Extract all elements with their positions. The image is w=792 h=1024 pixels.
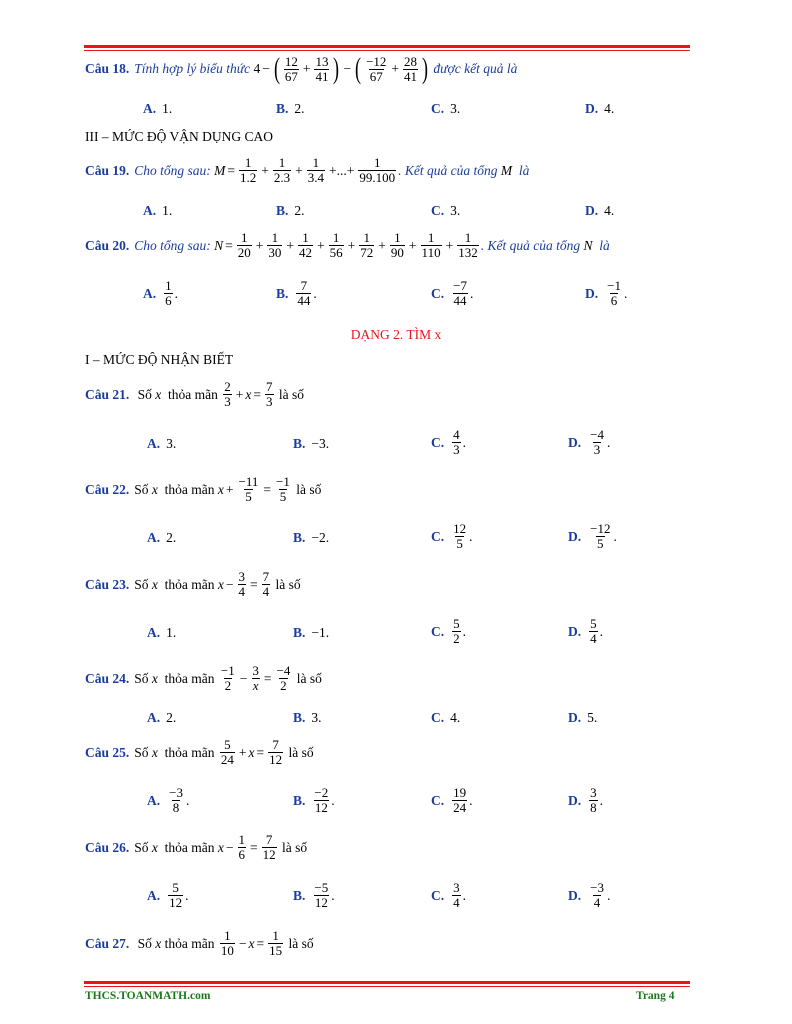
bottom-rule-thin bbox=[84, 986, 690, 987]
top-rule bbox=[84, 45, 690, 48]
q24-option-b[interactable]: B. 3. bbox=[293, 710, 322, 725]
q25-option-d[interactable]: D. $\frac{3}{8}$ . bbox=[568, 785, 603, 815]
q20-option-d[interactable]: D. $\frac{-1}{6}$ . bbox=[585, 278, 628, 308]
q23-option-b[interactable]: B. −1. bbox=[293, 625, 330, 640]
question-20: Câu 20. Cho tổng sau: N = $\frac{1}{20}$ + $\frac{1}{30}$ + $\frac{1}{42}$ + $\frac{1}{56}$ + $\frac{1}{72}$ + $\frac{1}{90}$ + $\frac{1}{110}$ + $\frac{1}{132}$ . Kết quả của tổng N là bbox=[85, 230, 610, 260]
q21-option-c[interactable]: C. $\frac{4}{3}$ . bbox=[431, 427, 466, 457]
footer-site[interactable]: THCS.TOANMATH.com bbox=[85, 990, 211, 1002]
q20-option-c[interactable]: C. $\frac{-7}{44}$ . bbox=[431, 278, 474, 308]
q24-option-d[interactable]: D. 5. bbox=[568, 710, 598, 725]
q18-option-d[interactable]: D. 4. bbox=[585, 101, 615, 116]
q19-option-b[interactable]: B. 2. bbox=[276, 203, 305, 218]
question-26: Câu 26. Số x thỏa mãn x − $\frac{1}{6}$ = $\frac{7}{12}$ là số bbox=[85, 832, 308, 862]
q20-option-b[interactable]: B. $\frac{7}{44}$ . bbox=[276, 278, 317, 308]
q25-option-b[interactable]: B. $\frac{-2}{12}$ . bbox=[293, 785, 335, 815]
q20-option-a[interactable]: A. $\frac{1}{6}$ . bbox=[143, 278, 178, 308]
q23-option-d[interactable]: D. $\frac{5}{4}$ . bbox=[568, 616, 603, 646]
q21-option-b[interactable]: B. −3. bbox=[293, 436, 330, 451]
section-nhan-biet: I – MỨC ĐỘ NHẬN BIẾT bbox=[85, 352, 234, 367]
q26-option-a[interactable]: A. $\frac{5}{12}$ . bbox=[147, 880, 189, 910]
q18-option-b[interactable]: B. 2. bbox=[276, 101, 305, 116]
q19-option-a[interactable]: A. 1. bbox=[143, 203, 173, 218]
q22-option-a[interactable]: A. 2. bbox=[147, 530, 177, 545]
q26-option-c[interactable]: C. $\frac{3}{4}$ . bbox=[431, 880, 466, 910]
q22-option-d[interactable]: D. $\frac{-12}{5}$ . bbox=[568, 521, 617, 551]
bottom-rule bbox=[84, 981, 690, 984]
question-25: Câu 25. Số x thỏa mãn $\frac{5}{24}$ + x = $\frac{7}{12}$ là số bbox=[85, 737, 314, 767]
q19-option-d[interactable]: D. 4. bbox=[585, 203, 615, 218]
question-19: Câu 19. Cho tổng sau: M = $\frac{1}{1.2}$ + $\frac{1}{2.3}$ + $\frac{1}{3.4}$ +...+ $\frac{1}{99.100}$ . Kết quả của tổng M là bbox=[85, 155, 530, 185]
section-van-dung-cao: III – MỨC ĐỘ VẬN DỤNG CAO bbox=[85, 129, 273, 144]
question-21: Câu 21. Số x thỏa mãn $\frac{2}{3}$ + x = $\frac{7}{3}$ là số bbox=[85, 379, 305, 409]
q19-option-c[interactable]: C. 3. bbox=[431, 203, 461, 218]
q24-option-a[interactable]: A. 2. bbox=[147, 710, 177, 725]
q26-option-b[interactable]: B. $\frac{-5}{12}$ . bbox=[293, 880, 335, 910]
q26-option-d[interactable]: D. $\frac{-3}{4}$ . bbox=[568, 880, 611, 910]
q18-option-a[interactable]: A. 1. bbox=[143, 101, 173, 116]
q25-option-c[interactable]: C. $\frac{19}{24}$ . bbox=[431, 785, 473, 815]
q23-option-c[interactable]: C. $\frac{5}{2}$ . bbox=[431, 616, 466, 646]
q21-option-d[interactable]: D. $\frac{-4}{3}$ . bbox=[568, 427, 611, 457]
q25-option-a[interactable]: A. $\frac{-3}{8}$ . bbox=[147, 785, 190, 815]
question-24: Câu 24. Số x thỏa mãn $\frac{-1}{2}$ − $\frac{3}{x}$ = $\frac{-4}{2}$ là số bbox=[85, 663, 322, 693]
q18-option-c[interactable]: C. 3. bbox=[431, 101, 461, 116]
q23-option-a[interactable]: A. 1. bbox=[147, 625, 177, 640]
question-27: Câu 27. Số x thỏa mãn $\frac{1}{10}$ − x = $\frac{1}{15}$ là số bbox=[85, 928, 314, 958]
dang-2-heading: DẠNG 2. TÌM x bbox=[350, 327, 442, 342]
question-22: Câu 22. Số x thỏa mãn x + $\frac{-11}{5}$ = $\frac{-1}{5}$ là số bbox=[85, 474, 322, 504]
q21-option-a[interactable]: A. 3. bbox=[147, 436, 177, 451]
top-rule-thin bbox=[84, 50, 690, 51]
question-18: Câu 18. Tính hợp lý biểu thức 4 − ( $\frac{12}{67}$ + $\frac{13}{41}$ ) − ( $\frac{-12}{67}$ + $\frac{28}{41}$ ) được kết quả là bbox=[85, 52, 518, 85]
footer-page-number: Trang 4 bbox=[636, 990, 675, 1002]
question-23: Câu 23. Số x thỏa mãn x − $\frac{3}{4}$ = $\frac{7}{4}$ là số bbox=[85, 569, 301, 599]
q22-option-c[interactable]: C. $\frac{12}{5}$ . bbox=[431, 521, 473, 551]
q24-option-c[interactable]: C. 4. bbox=[431, 710, 461, 725]
q22-option-b[interactable]: B. −2. bbox=[293, 530, 330, 545]
